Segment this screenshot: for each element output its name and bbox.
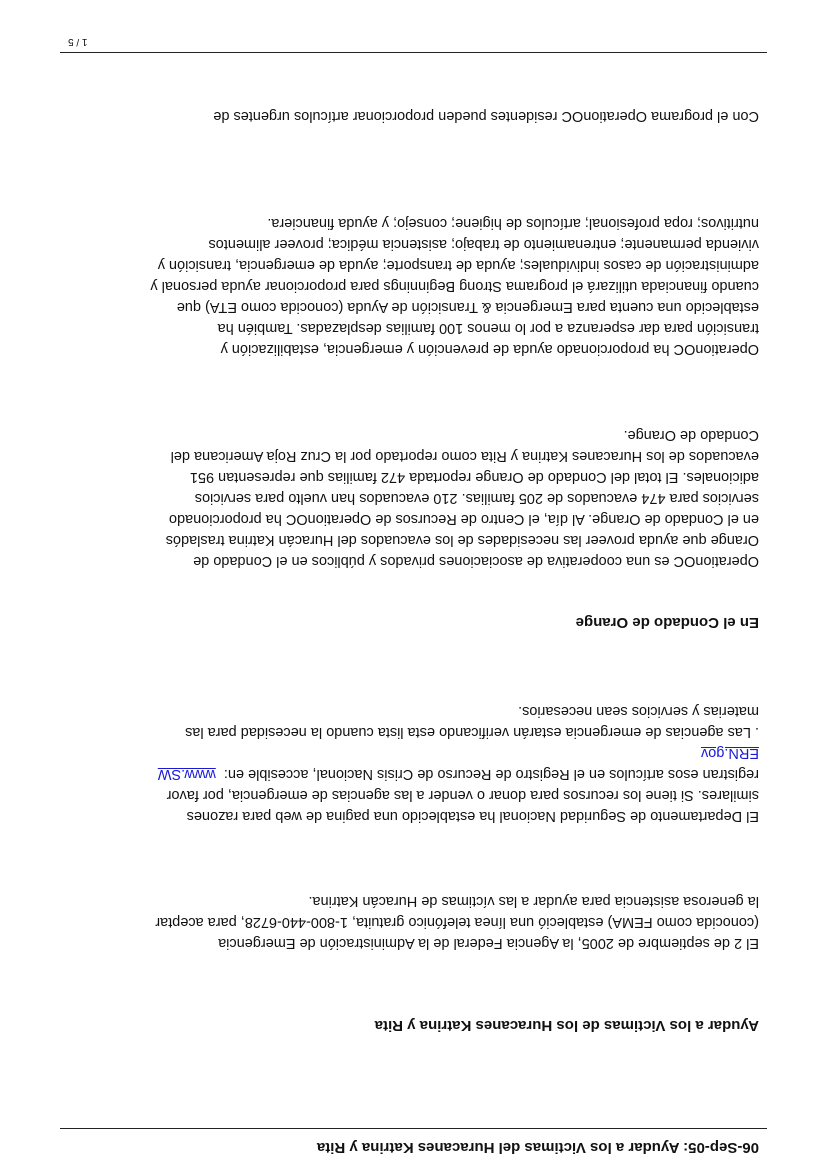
paragraph-operationoc: [166, 424, 759, 571]
paragraph-line: Orange que ayuda proveer las necesidades de los evacuados del Huracán Katrina trasladós: [165, 532, 759, 548]
paragraph-line: El 2 de septiembre de 2005, la Agencia Federal de la Administración de Emergencia: [218, 935, 759, 951]
paragraph-residents: [213, 105, 759, 126]
paragraph-line: adicionales. El total del Condado de Orange reportada 472 familias que representan 951: [189, 469, 759, 485]
paragraph-line: . Las agencias de emergencia estarán verificando esta lista cuando la necesidad para las: [185, 724, 759, 740]
paragraph-homeland-security: [158, 700, 759, 826]
paragraph-line: similares. Si tiene los recursos para donar o vender a las agencias de emergencia, por favor: [166, 787, 759, 803]
paragraph-eta: [150, 212, 759, 359]
paragraph-line: [158, 742, 759, 763]
paragraph-line-text: registran esos artículos en el Registro de Recurso de Crisis Nacional, accesible en:: [223, 766, 759, 782]
paragraph-line: (conocida como FEMA) estableció una línea telefónico gratuita, 1-800-440-6728, para aceptar: [155, 914, 759, 930]
section-heading-orange-county: En el Condado de Orange: [575, 614, 759, 631]
page-header-title: 06-Sep-05: Ayudar a los Victimas del Huracanes Katrina y Rita: [316, 1139, 759, 1156]
sw-link[interactable]: www.SW: [157, 766, 216, 782]
paragraph-line: OperationOC ha proporcionado ayuda de prevención y emergencia, estabilización y: [220, 341, 759, 357]
header-divider: [60, 1128, 767, 1129]
section-heading-victims: Ayudar a los Victimas de los Huracanes Katrina y Rita: [374, 1017, 759, 1034]
paragraph-line: servicios para 474 evacuados de 205 familias. 210 evacuados han vuelto para servicios: [194, 490, 759, 506]
paragraph-line: en el Condado de Orange. Al día, el Centro de Recursos de OperationOC ha proporcionado: [168, 511, 759, 527]
paragraph-fema: [155, 890, 759, 953]
paragraph-line: evacuados de los Huracanes Katrina y Rita como reportado por la Cruz Roja Americana del: [170, 448, 759, 464]
paragraph-line: vivienda permanente; entrenamiento de trabajo; asistencia médica; proveer alimentos: [208, 236, 759, 252]
paragraph-line: administración de casos individuales; ayuda de transporte; ayuda de emergencia, transición y: [157, 257, 759, 273]
paragraph-line: [158, 763, 759, 784]
paragraph-line: OperationOC es una cooperativa de asociaciones privados y públicos en el Condado de: [193, 553, 759, 569]
paragraph-line: El Departamento de Seguridad Nacional ha establecido una pagina de web para razones: [186, 808, 759, 824]
paragraph-line: cuando financiada utilizará el programa Strong Beginnings para proporcionar ayuda personal y: [150, 278, 759, 294]
footer-divider: [60, 52, 767, 53]
paragraph-line: la generosa asistencia para ayudar a las víctimas de Huracán Katrina.: [308, 893, 759, 909]
ern-link[interactable]: ERN.gov: [700, 745, 759, 761]
paragraph-line: Con el programa OperationOC residentes pueden proporcionar artículos urgentes de: [213, 108, 759, 124]
paragraph-line: establecido una cuenta para Emergencia & Transición de Ayuda (conocida como ETA) que: [176, 299, 759, 315]
paragraph-line: nutritivos; ropa profesional; artículos de higiene; consejo; y ayuda financiera.: [267, 215, 759, 231]
paragraph-line: transición para dar esperanza a por lo menos 100 familias desplazadas. También ha: [217, 320, 759, 336]
paragraph-line: materias y servicios sean necesarios.: [518, 703, 759, 719]
page-number: 1 / 5: [68, 36, 88, 47]
paragraph-line: Condado de Orange.: [623, 427, 759, 443]
